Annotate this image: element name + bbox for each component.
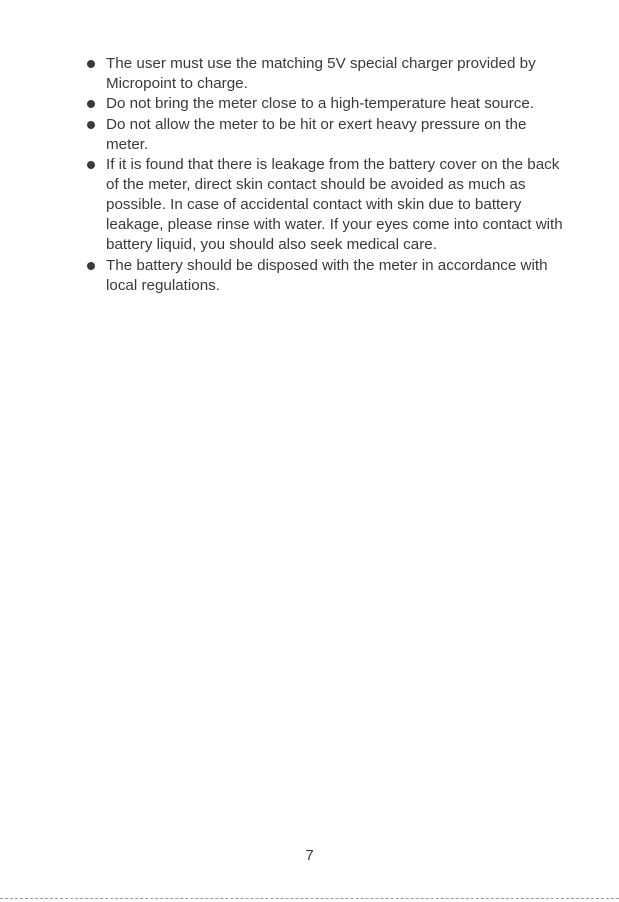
list-item [86,256,566,296]
bullet-icon [87,100,95,108]
bullet-icon [87,161,95,169]
list-item [86,115,566,155]
bullet-text: Do not allow the meter to be hit or exert heavy pressure on the meter. [106,115,527,153]
bullet-text: The user must use the matching 5V special charger provided by Micropoint to charge. [106,55,536,92]
bullet-text: If it is found that there is leakage from the battery cover on the back of the meter, direct skin contact should be avoided as much as possible. In case of accidental contact with skin due to battery leakage, please rinse with water. If your eyes come into contact with battery liquid, you should also seek medical care. [106,156,563,254]
list-item [86,54,566,94]
bullet-icon [87,121,95,129]
bullet-text: The battery should be disposed with the meter in accordance with local regulations. [106,256,548,294]
bullet-icon [87,60,95,68]
page-bottom-divider [0,898,619,899]
list-item [86,94,566,114]
bullet-icon [87,262,95,270]
list-item [86,155,566,255]
safety-bullet-list [86,54,566,296]
page-number: 7 [305,847,314,864]
bullet-text: Do not bring the meter close to a high-temperature heat source. [106,95,535,113]
